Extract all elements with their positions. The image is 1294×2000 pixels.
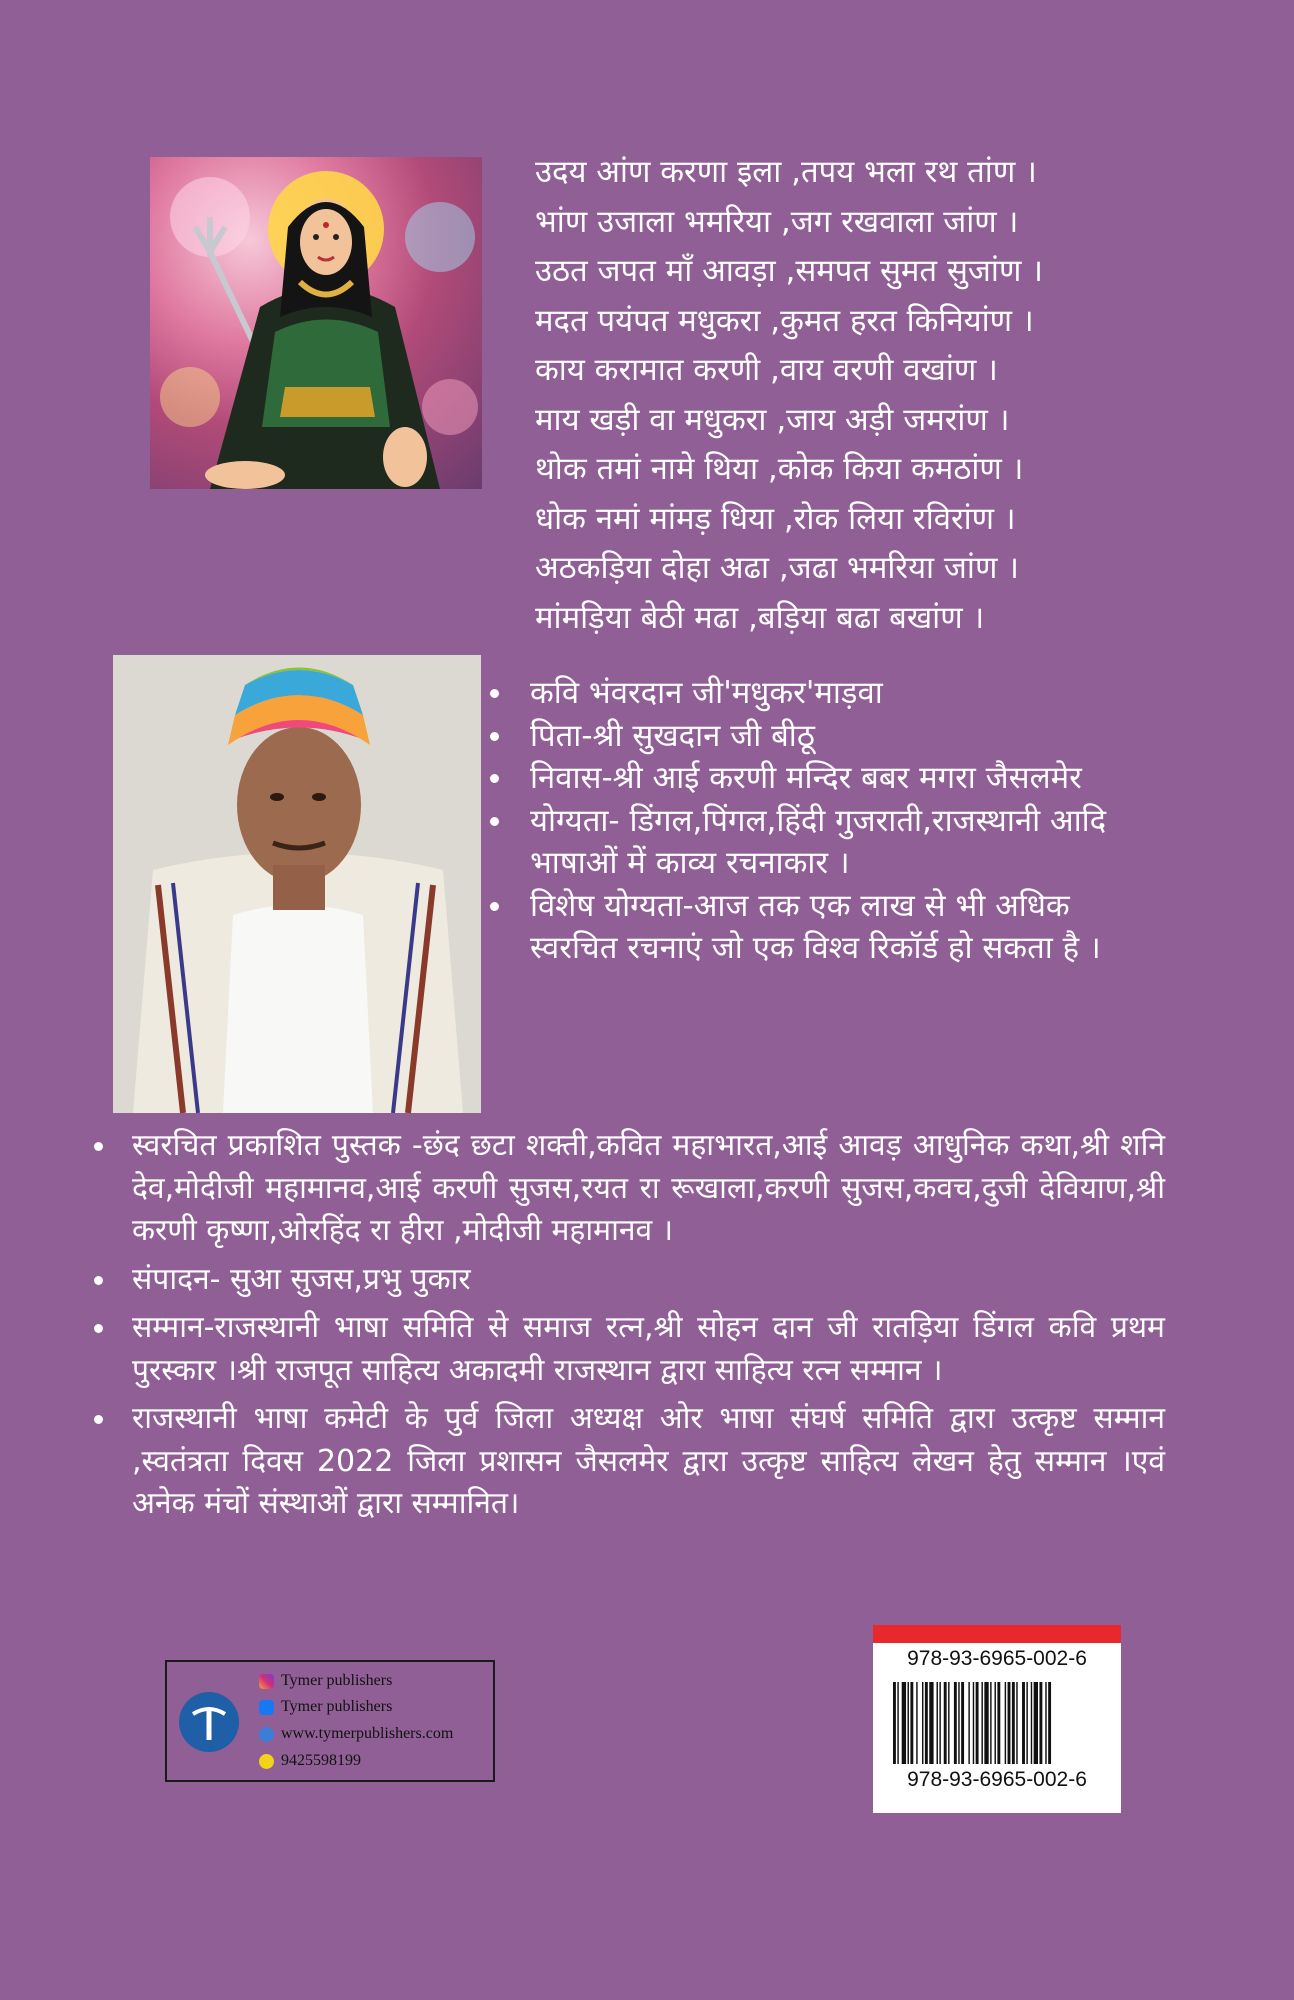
goddess-illustration <box>150 157 482 489</box>
publisher-instagram: Tymer publishers <box>281 1672 393 1689</box>
goddess-figure-icon <box>150 157 482 489</box>
publisher-website-row <box>259 1722 453 1746</box>
poet-details-list <box>90 1125 1165 1532</box>
poem-line: उठत जपत माँ आवड़ा ,समपत सुमत सुजांण । <box>535 253 1043 289</box>
bio-item-residence: निवास-श्री आई करणी मन्दिर बबर मगरा जैसलमेर <box>490 757 1110 800</box>
poem-line: माय खड़ी वा मधुकरा ,जाय अड़ी जमरांण । <box>535 401 1010 438</box>
facebook-icon <box>259 1700 274 1715</box>
poet-portrait-icon <box>113 655 481 1113</box>
isbn-red-strip <box>873 1625 1121 1643</box>
isbn-barcode-box <box>873 1625 1121 1813</box>
detail-item-honors: सम्मान-राजस्थानी भाषा समिति से समाज रत्न,श्री सोहन दान जी रातड़िया डिंगल कवि प्रथम पुरस्कार ।श्री राजपूत साहित्य अकादमी राजस्थान द्वारा साहित्य रत्न सम्मान । <box>90 1307 1165 1392</box>
poem-line: मदत पयंपत मधुकरा ,कुमत हरत किनियांण । <box>535 302 1034 339</box>
publisher-phone-row <box>259 1749 361 1773</box>
poet-photo <box>113 655 481 1113</box>
poem-verses <box>535 148 1255 643</box>
barcode-icon <box>893 1682 1101 1764</box>
bio-item-qualification: योग्यता- डिंगल,पिंगल,हिंदी गुजराती,राजस्थानी आदि भाषाओं में काव्य रचनाकार । <box>490 800 1110 885</box>
publisher-info-box <box>165 1660 495 1782</box>
poem-line: अठकड़िया दोहा अढा ,जढा भमरिया जांण । <box>535 550 1019 586</box>
isbn-top-text: 978-93-6965-002-6 <box>907 1647 1087 1670</box>
globe-icon <box>259 1727 274 1742</box>
poem-line: उदय आंण करणा इला ,तपय भला रथ तांण । <box>535 154 1037 190</box>
detail-item-awards: राजस्थानी भाषा कमेटी के पुर्व जिला अध्यक्ष ओर भाषा संघर्ष समिति द्वारा उत्कृष्ट सम्मान ,स्वतंत्रता दिवस 2022 जिला प्रशासन जैसलमेर द्वारा उत्कृष्ट साहित्य लेखन हेतु सम्मान ।एवं अनेक मंचों संस्थाओं द्वारा सम्मानित। <box>90 1398 1165 1526</box>
poem-line: भांण उजाला भमरिया ,जग रखवाला जांण । <box>535 203 1019 240</box>
bio-item-father: पिता-श्री सुखदान जी बीठू <box>490 715 1110 758</box>
bio-item-name: कवि भंवरदान जी'मधुकर'माड़वा <box>490 672 1110 715</box>
poem-line: मांमड़िया बेठी मढा ,बड़िया बढा बखांण । <box>535 599 985 636</box>
poem-line: काय करामात करणी ,वाय वरणी वखांण । <box>535 352 998 388</box>
publisher-facebook-row <box>259 1695 392 1719</box>
instagram-icon <box>259 1674 274 1689</box>
poem-line: धोक नमां मांमड़ धिया ,रोक लिया रविरांण । <box>535 500 1016 537</box>
isbn-bottom-text: 978-93-6965-002-6 <box>907 1768 1087 1791</box>
publisher-phone: 9425598199 <box>281 1752 361 1769</box>
detail-item-editing: संपादन- सुआ सुजस,प्रभु पुकार <box>90 1259 1165 1302</box>
poem-line: थोक तमां नामे थिया ,कोक किया कमठांण । <box>535 451 1024 487</box>
publisher-logo-icon <box>179 1692 239 1752</box>
publisher-instagram-row <box>259 1669 392 1693</box>
publisher-website: www.tymerpublishers.com <box>281 1725 454 1742</box>
publisher-facebook: Tymer publishers <box>281 1698 393 1715</box>
bio-item-special-qualification: विशेष योग्यता-आज तक एक लाख से भी अधिक स्वरचित रचनाएं जो एक विश्व रिकॉर्ड हो सकता है । <box>490 885 1110 970</box>
detail-item-published-books: स्वरचित प्रकाशित पुस्तक -छंद छटा शक्ती,कवित महाभारत,आई आवड़ आधुनिक कथा,श्री शनि देव,मोदीजी महामानव,आई करणी सुजस,रयत रा रूखाला,करणी सुजस,कवच,दुजी देवियाण,श्री करणी कृष्णा,ओरहिंद रा हीरा ,मोदीजी महामानव । <box>90 1125 1165 1253</box>
poet-bio-list <box>490 672 1110 970</box>
phone-icon <box>259 1754 274 1769</box>
